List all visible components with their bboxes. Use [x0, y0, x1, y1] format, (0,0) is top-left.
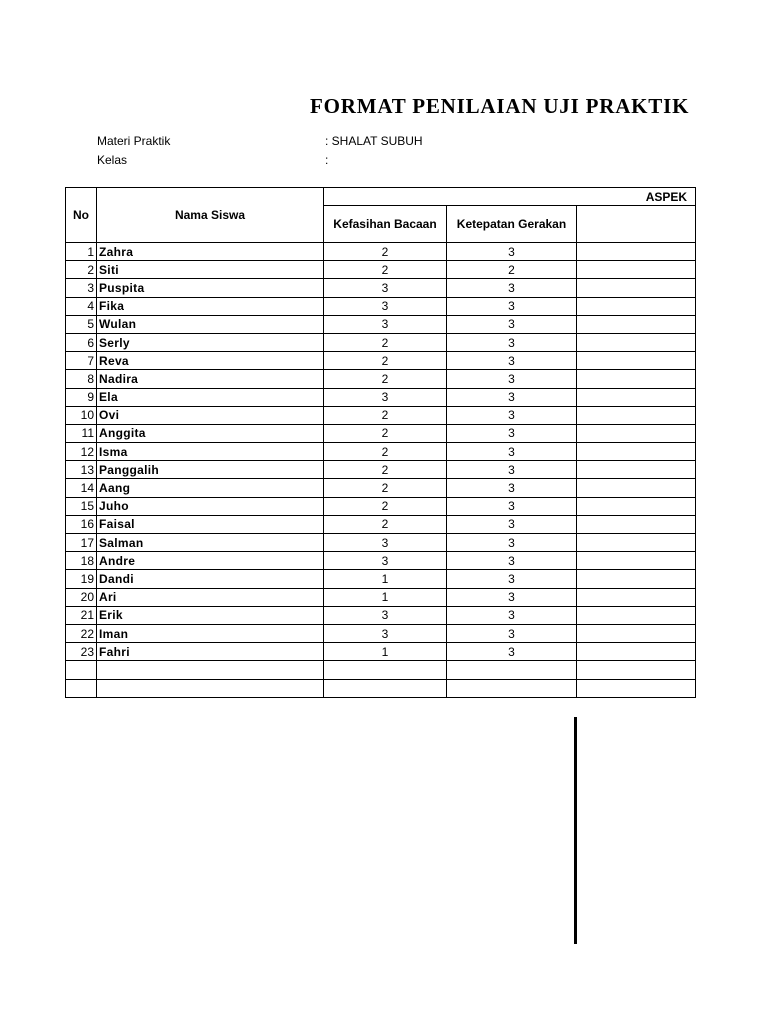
table-row	[66, 279, 696, 297]
kelas-label: Kelas	[97, 153, 128, 167]
score-kefasihan-bacaan: 2	[324, 370, 447, 388]
table-row	[66, 370, 696, 388]
table-row	[66, 588, 696, 606]
score-ketepatan-gerakan: 3	[447, 515, 577, 533]
score-kefasihan-bacaan: 1	[324, 570, 447, 588]
score-col-3	[577, 352, 696, 370]
score-col-3	[577, 315, 696, 333]
score-kefasihan-bacaan: 2	[324, 406, 447, 424]
score-col-3	[577, 261, 696, 279]
row-number: 13	[66, 461, 97, 479]
score-col-3	[577, 679, 696, 697]
score-kefasihan-bacaan: 3	[324, 315, 447, 333]
score-kefasihan-bacaan: 1	[324, 588, 447, 606]
row-number: 22	[66, 624, 97, 642]
student-name: Faisal	[97, 515, 324, 533]
row-number: 12	[66, 443, 97, 461]
materi-value: : SHALAT SUBUH	[325, 134, 423, 148]
row-number: 11	[66, 424, 97, 442]
table-row	[66, 315, 696, 333]
row-number	[66, 661, 97, 679]
score-ketepatan-gerakan: 3	[447, 624, 577, 642]
score-ketepatan-gerakan: 3	[447, 443, 577, 461]
table-row	[66, 406, 696, 424]
row-number: 14	[66, 479, 97, 497]
row-number: 4	[66, 297, 97, 315]
score-col-3	[577, 570, 696, 588]
score-kefasihan-bacaan: 3	[324, 552, 447, 570]
score-col-3	[577, 406, 696, 424]
table-row	[66, 479, 696, 497]
table-row	[66, 643, 696, 661]
table-row	[66, 388, 696, 406]
materi-label: Materi Praktik	[97, 134, 171, 148]
student-name: Iman	[97, 624, 324, 642]
score-col-3	[577, 515, 696, 533]
header-col-3	[577, 206, 696, 243]
student-name: Salman	[97, 534, 324, 552]
score-kefasihan-bacaan: 2	[324, 479, 447, 497]
table-row	[66, 352, 696, 370]
student-name: Wulan	[97, 315, 324, 333]
row-number: 5	[66, 315, 97, 333]
student-name: Ela	[97, 388, 324, 406]
score-col-3	[577, 279, 696, 297]
row-number: 3	[66, 279, 97, 297]
table-row	[66, 624, 696, 642]
student-name: Ari	[97, 588, 324, 606]
score-kefasihan-bacaan: 3	[324, 606, 447, 624]
student-name: Nadira	[97, 370, 324, 388]
score-ketepatan-gerakan: 3	[447, 388, 577, 406]
score-ketepatan-gerakan: 3	[447, 588, 577, 606]
student-name: Anggita	[97, 424, 324, 442]
row-number: 17	[66, 534, 97, 552]
score-kefasihan-bacaan: 1	[324, 643, 447, 661]
score-kefasihan-bacaan: 2	[324, 424, 447, 442]
table-row	[66, 297, 696, 315]
score-ketepatan-gerakan: 3	[447, 279, 577, 297]
header-aspek: ASPEK	[324, 188, 696, 206]
row-number: 23	[66, 643, 97, 661]
score-col-3	[577, 370, 696, 388]
score-ketepatan-gerakan: 3	[447, 606, 577, 624]
score-ketepatan-gerakan: 2	[447, 261, 577, 279]
score-kefasihan-bacaan: 2	[324, 443, 447, 461]
score-ketepatan-gerakan: 3	[447, 243, 577, 261]
student-name: Isma	[97, 443, 324, 461]
score-col-3	[577, 661, 696, 679]
score-ketepatan-gerakan: 3	[447, 424, 577, 442]
student-name: Dandi	[97, 570, 324, 588]
score-kefasihan-bacaan	[324, 661, 447, 679]
student-name: Ovi	[97, 406, 324, 424]
kelas-value: :	[325, 153, 329, 167]
score-col-3	[577, 588, 696, 606]
header-nama-siswa: Nama Siswa	[97, 188, 324, 243]
score-kefasihan-bacaan: 3	[324, 624, 447, 642]
score-kefasihan-bacaan: 3	[324, 279, 447, 297]
score-ketepatan-gerakan: 3	[447, 479, 577, 497]
score-kefasihan-bacaan: 3	[324, 297, 447, 315]
student-name: Serly	[97, 333, 324, 351]
student-name: Fahri	[97, 643, 324, 661]
student-name: Andre	[97, 552, 324, 570]
page-title: FORMAT PENILAIAN UJI PRAKTIK	[310, 94, 690, 118]
score-kefasihan-bacaan: 2	[324, 515, 447, 533]
score-col-3	[577, 606, 696, 624]
student-name: Panggalih	[97, 461, 324, 479]
vertical-divider-line	[574, 717, 577, 944]
score-kefasihan-bacaan: 3	[324, 388, 447, 406]
table-row	[66, 570, 696, 588]
score-col-3	[577, 534, 696, 552]
row-number: 7	[66, 352, 97, 370]
score-ketepatan-gerakan: 3	[447, 497, 577, 515]
score-sheet	[65, 187, 688, 699]
score-kefasihan-bacaan: 2	[324, 261, 447, 279]
student-name: Zahra	[97, 243, 324, 261]
table-row	[66, 461, 696, 479]
score-kefasihan-bacaan: 3	[324, 534, 447, 552]
score-ketepatan-gerakan: 3	[447, 315, 577, 333]
score-col-3	[577, 497, 696, 515]
score-ketepatan-gerakan: 3	[447, 552, 577, 570]
table-row	[66, 243, 696, 261]
table-row	[66, 606, 696, 624]
score-ketepatan-gerakan: 3	[447, 352, 577, 370]
row-number: 16	[66, 515, 97, 533]
score-ketepatan-gerakan: 3	[447, 643, 577, 661]
score-col-3	[577, 243, 696, 261]
score-table	[65, 187, 696, 698]
score-kefasihan-bacaan: 2	[324, 461, 447, 479]
row-number: 9	[66, 388, 97, 406]
row-number: 1	[66, 243, 97, 261]
student-name: Fika	[97, 297, 324, 315]
score-col-3	[577, 297, 696, 315]
row-number: 18	[66, 552, 97, 570]
score-col-3	[577, 479, 696, 497]
student-name: Siti	[97, 261, 324, 279]
score-col-3	[577, 443, 696, 461]
row-number: 20	[66, 588, 97, 606]
row-number: 21	[66, 606, 97, 624]
table-row	[66, 515, 696, 533]
row-number: 10	[66, 406, 97, 424]
row-number: 15	[66, 497, 97, 515]
table-row	[66, 661, 696, 679]
header-no: No	[66, 188, 97, 243]
header-ketepatan-gerakan: Ketepatan Gerakan	[447, 206, 577, 243]
row-number: 8	[66, 370, 97, 388]
table-row	[66, 552, 696, 570]
score-ketepatan-gerakan: 3	[447, 297, 577, 315]
score-ketepatan-gerakan: 3	[447, 461, 577, 479]
student-name: Erik	[97, 606, 324, 624]
table-row	[66, 534, 696, 552]
score-ketepatan-gerakan	[447, 679, 577, 697]
score-ketepatan-gerakan: 3	[447, 406, 577, 424]
score-col-3	[577, 424, 696, 442]
table-row	[66, 443, 696, 461]
score-kefasihan-bacaan: 2	[324, 352, 447, 370]
table-row	[66, 261, 696, 279]
table-row	[66, 679, 696, 697]
score-kefasihan-bacaan: 2	[324, 333, 447, 351]
row-number: 19	[66, 570, 97, 588]
score-kefasihan-bacaan	[324, 679, 447, 697]
row-number	[66, 679, 97, 697]
score-ketepatan-gerakan: 3	[447, 534, 577, 552]
score-col-3	[577, 643, 696, 661]
score-ketepatan-gerakan: 3	[447, 333, 577, 351]
score-col-3	[577, 388, 696, 406]
row-number: 2	[66, 261, 97, 279]
score-kefasihan-bacaan: 2	[324, 497, 447, 515]
score-col-3	[577, 333, 696, 351]
student-name: Aang	[97, 479, 324, 497]
student-name: Reva	[97, 352, 324, 370]
score-kefasihan-bacaan: 2	[324, 243, 447, 261]
table-row	[66, 424, 696, 442]
row-number: 6	[66, 333, 97, 351]
score-col-3	[577, 624, 696, 642]
score-ketepatan-gerakan: 3	[447, 370, 577, 388]
student-name: Puspita	[97, 279, 324, 297]
student-name: Juho	[97, 497, 324, 515]
header-kefasihan-bacaan: Kefasihan Bacaan	[324, 206, 447, 243]
student-name	[97, 679, 324, 697]
student-name	[97, 661, 324, 679]
score-ketepatan-gerakan: 3	[447, 570, 577, 588]
score-ketepatan-gerakan	[447, 661, 577, 679]
table-row	[66, 497, 696, 515]
score-col-3	[577, 461, 696, 479]
score-col-3	[577, 552, 696, 570]
table-row	[66, 333, 696, 351]
